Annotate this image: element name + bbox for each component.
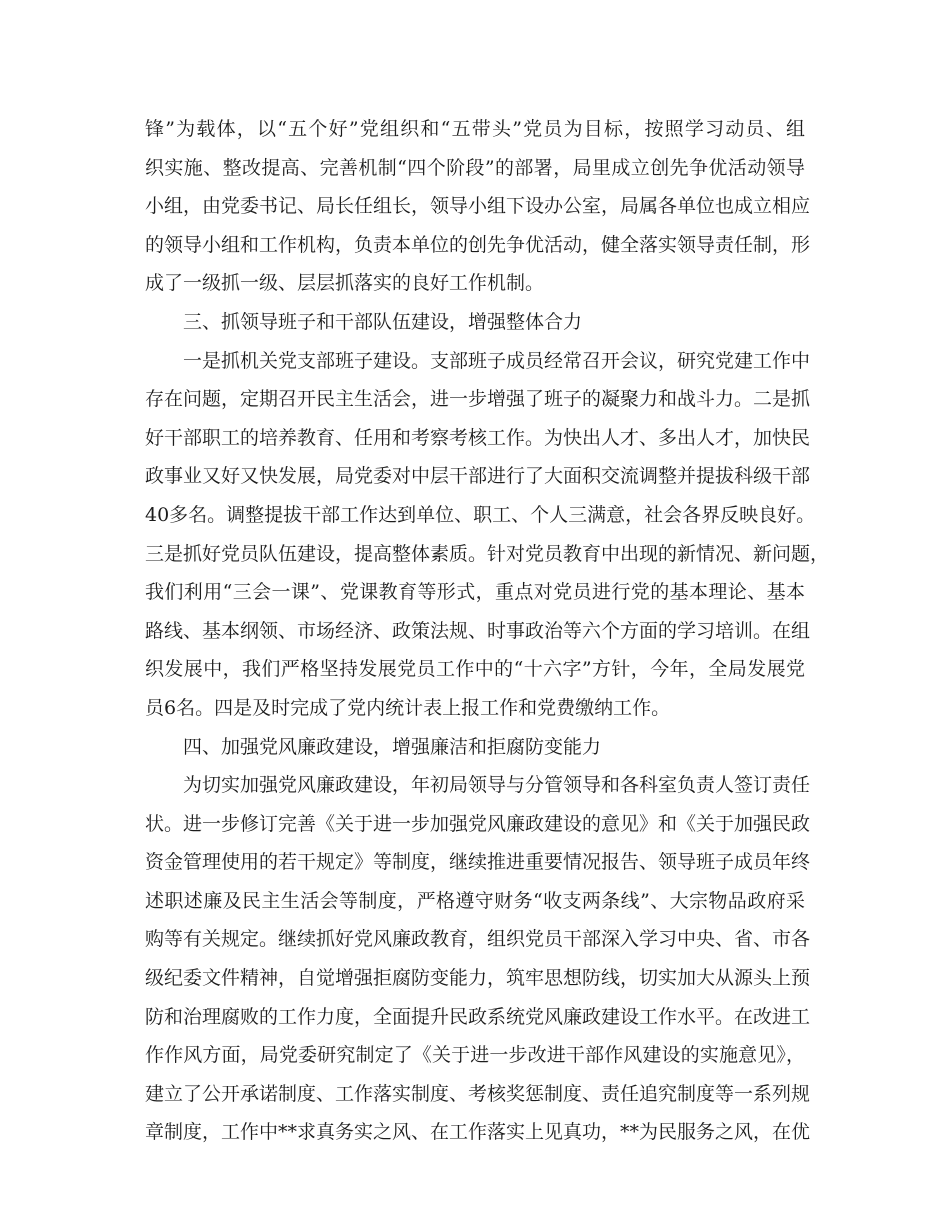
text-line: 作作风方面，局党委研究制定了《关于进一步改进干部作风建设的实施意见》，	[145, 1044, 805, 1067]
text-line: 织实施、整改提高、完善机制“四个阶段”的部署，局里成立创先争优活动领导	[145, 156, 805, 179]
text-line: 我们利用“三会一课”、党课教育等形式，重点对党员进行党的基本理论、基本	[145, 581, 805, 604]
section-heading: 三、抓领导班子和干部队伍建设，增强整体合力	[183, 310, 583, 333]
text-line: 一是抓机关党支部班子建设。支部班子成员经常召开会议，研究党建工作中	[183, 349, 811, 372]
text-line: 建立了公开承诺制度、工作落实制度、考核奖惩制度、责任追究制度等一系列规	[145, 1082, 811, 1105]
text-line: 为切实加强党风廉政建设，年初局领导与分管领导和各科室负责人签订责任	[183, 774, 811, 797]
text-line: 路线、基本纲领、市场经济、政策法规、时事政治等六个方面的学习培训。在组	[145, 619, 811, 642]
text-line: 防和治理腐败的工作力度，全面提升民政系统党风廉政建设工作水平。在改进工	[145, 1005, 811, 1028]
text-line: 政事业又好又快发展，局党委对中层干部进行了大面积交流调整并提拔科级干部	[145, 465, 811, 488]
text-line: 小组，由党委书记、局长任组长，领导小组下设办公室，局属各单位也成立相应	[145, 195, 811, 218]
text-line: 述职述廉及民主生活会等制度，严格遵守财务“收支两条线”、大宗物品政府采	[145, 889, 805, 912]
text-line: 级纪委文件精神，自觉增强拒腐防变能力，筑牢思想防线，切实加大从源头上预	[145, 967, 811, 990]
text-line: 资金管理使用的若干规定》等制度，继续推进重要情况报告、领导班子成员年终	[145, 851, 811, 874]
text-line: 成了一级抓一级、层层抓落实的良好工作机制。	[145, 272, 545, 295]
text-line: 员6名。四是及时完成了党内统计表上报工作和党费缴纳工作。	[145, 696, 671, 719]
section-heading: 四、加强党风廉政建设，增强廉洁和拒腐防变能力	[183, 735, 602, 758]
text-line: 购等有关规定。继续抓好党风廉政教育，组织党员干部深入学习中央、省、市各	[145, 928, 811, 951]
document-body	[145, 110, 830, 1152]
text-line: 三是抓好党员队伍建设，提高整体素质。针对党员教育中出现的新情况、新问题，	[145, 542, 830, 565]
text-line: 织发展中，我们严格坚持发展党员工作中的“十六字”方针，今年，全局发展党	[145, 658, 805, 681]
text-line: 章制度，工作中**求真务实之风、在工作落实上见真功，**为民服务之风，在优	[145, 1121, 811, 1144]
text-line: 40多名。调整提拔干部工作达到单位、职工、个人三满意，社会各界反映良好。	[145, 503, 816, 526]
text-line: 锋”为载体，以“五个好”党组织和“五带头”党员为目标，按照学习动员、组	[145, 118, 805, 140]
text-line: 好干部职工的培养教育、任用和考察考核工作。为快出人才、多出人才，加快民	[145, 426, 811, 449]
text-line: 的领导小组和工作机构，负责本单位的创先争优活动，健全落实领导责任制，形	[145, 233, 811, 256]
text-line: 状。进一步修订完善《关于进一步加强党风廉政建设的意见》和《关于加强民政	[145, 812, 811, 835]
text-line: 存在问题，定期召开民主生活会，进一步增强了班子的凝聚力和战斗力。二是抓	[145, 388, 811, 411]
